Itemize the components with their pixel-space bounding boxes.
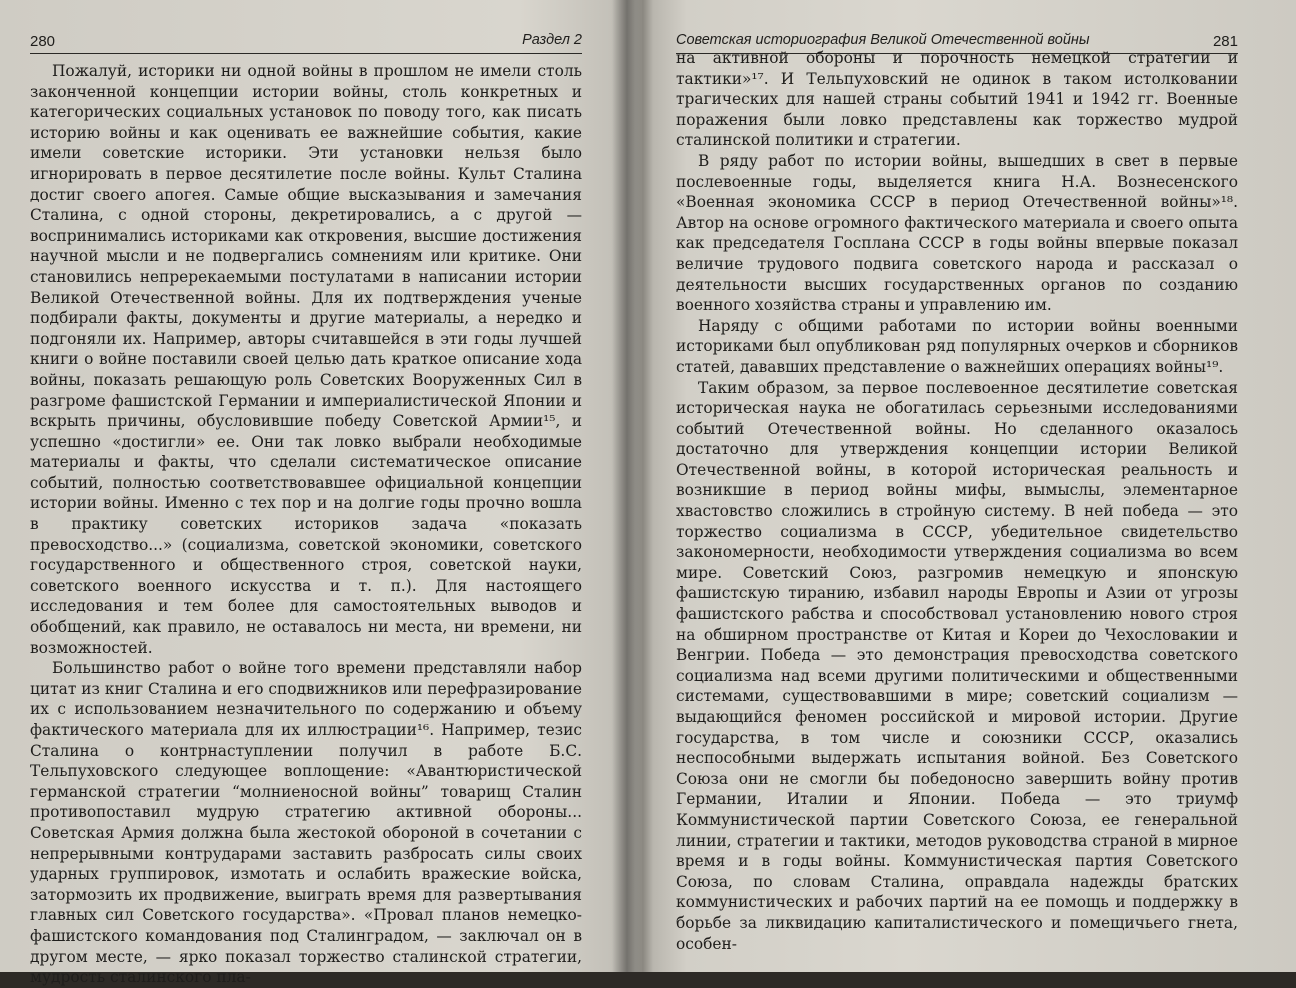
paragraph: Таким образом, за первое послевоенное десятилетие советская историческая наука не обогатилась серьезными исследованиями событий Отечественной войны. Но сделанного оказалось достаточно для утверждения концепции истории Великой Отечественной войны, в которой историческая реальность и возникшие в период войны мифы, вымыслы, элементарное хвастовство сложились в стройную систему. В ней победа — это торжество социализма в СССР, убедительное свидетельство закономерности, необходимости утверждения социализма во всем мире. Советский Союз, разгромив немецкую и японскую фашистскую тиранию, избавил народы Европы и Азии от угрозы фашистского рабства и способствовал установлению нового строя на обширном пространстве от Китая и Кореи до Чехословакии и Венгрии. Победа — это демонстрация превосходства советского социализма над всеми другими политическими и общественными системами, существовавшими в мире; советский социализм — выдающийся феномен российской и мировой истории. Другие государства, в том числе и союзники СССР, оказались неспособными выдержать испытания войной. Без Советского Союза они не смогли бы победоносно завершить войну против Германии, Италии и Японии. Победа — это триумф Коммунистической партии Советского Союза, ее генеральной линии, стратегии и тактики, методов руководства страной в мирное время и в годы войны. Коммунистическая партия Советского Союза, по словам Сталина, оправдала надежды братских коммунистических и рабочих партий на ее помощь и поддержку в борьбе за ликвидацию капиталистического и помещичьего гнета, особен- bbox=[676, 378, 1238, 953]
right-page-body bbox=[676, 48, 1238, 954]
paragraph: Пожалуй, историки ни одной войны в прошлом не имели столь законченной концепции истории войны, столь конкретных и категорических социальных установок по поводу того, как писать историю войны и как оценивать ее важнейшие события, какие имели советские историки. Эти установки нельзя было игнорировать в первое десятилетие после войны. Культ Сталина достиг своего апогея. Самые общие высказывания и замечания Сталина, с одной стороны, декретировались, а с другой — воспринимались историками как откровения, высшие достижения научной мысли и не подвергались сомнениям или критике. Они становились непререкаемыми постулатами в написании истории Великой Отечественной войны. Для их подтверждения ученые подбирали факты, документы и другие материалы, а нередко и подгоняли их. Например, авторы считавшейся в эти годы лучшей книги о войне поставили своей целью дать краткое описание хода войны, показать решающую роль Советских Вооруженных Сил в разгроме фашистской Германии и империалистической Японии и вскрыть причины, обусловившие победу Советской Армии¹⁵, и успешно «достигли» ее. Они так ловко выбрали необходимые материалы и факты, что сделали систематическое описание событий, полностью соответствовавшее официальной концепции истории войны. Именно с тех пор и на долгие годы прочно вошла в практику советских историков задача «показать превосходство...» (социализма, советской экономики, советского государственного и общественного строя, советской науки, советского военного искусства и т. п.). Для настоящего исследования и тем более для самостоятельных выводов и обобщений, как правило, не оставалось ни места, ни времени, ни возможностей. bbox=[30, 62, 582, 657]
paragraph: Большинство работ о войне того времени представляли набор цитат из книг Сталина и его сподвижников или перефразирование их с использованием незначительного по содержанию и объему фактического материала для их иллюстрации¹⁶. Например, тезис Сталина о контрнаступлении получил в работе Б.С. Тельпуховского следующее воплощение: «Авантюристической германской стратегии “молниеносной войны” товарищ Сталин противопоставил мудрую стратегию активной обороны... Советская Армия должна была жестокой обороной в сочетании с непрерывными контрударами заставить разбросать силы своих ударных группировок, измотать и ослабить вражеские войска, затормозить их продвижение, выиграть время для развертывания главных сил Советского государства». «Провал планов немецко-фашистского командования под Сталинградом, — заключал он в другом месте, — ярко показал торжество сталинской стратегии, мудрость сталинского пла- bbox=[30, 659, 582, 987]
left-page-header bbox=[30, 20, 582, 54]
paragraph-continuation: на активной обороны и порочность немецкой стратегии и тактики»¹⁷. И Тельпуховский не одинок в таком истолковании трагических для нашей страны событий 1941 и 1942 гг. Военные поражения были ловко представлены как торжество мудрой сталинской политики и стратегии. bbox=[676, 49, 1238, 150]
page-number: 280 bbox=[30, 33, 56, 50]
left-page-body bbox=[30, 61, 582, 988]
paragraph: Наряду с общими работами по истории войны военными историками был опубликован ряд популярных очерков и сборников статей, дававших представление о важнейших операциях войны¹⁹. bbox=[676, 316, 1238, 376]
header-rule bbox=[30, 53, 582, 54]
running-head: Раздел 2 bbox=[522, 32, 582, 48]
page-number: 281 bbox=[1212, 33, 1238, 50]
right-page bbox=[628, 0, 1296, 972]
running-head: Советская историография Великой Отечественной войны bbox=[676, 32, 1090, 48]
left-page bbox=[0, 0, 628, 987]
paragraph: В ряду работ по истории войны, вышедших в свет в первые послевоенные годы, выделяется книга Н.А. Вознесенского «Военная экономика СССР в период Отечественной войны»¹⁸. Автор на основе огромного фактического материала и своего опыта как председателя Госплана СССР в годы войны впервые показал величие трудового подвига советского народа и рассказал о деятельности высших государственных органов по созданию военного хозяйства страны и управлению им. bbox=[676, 151, 1238, 315]
